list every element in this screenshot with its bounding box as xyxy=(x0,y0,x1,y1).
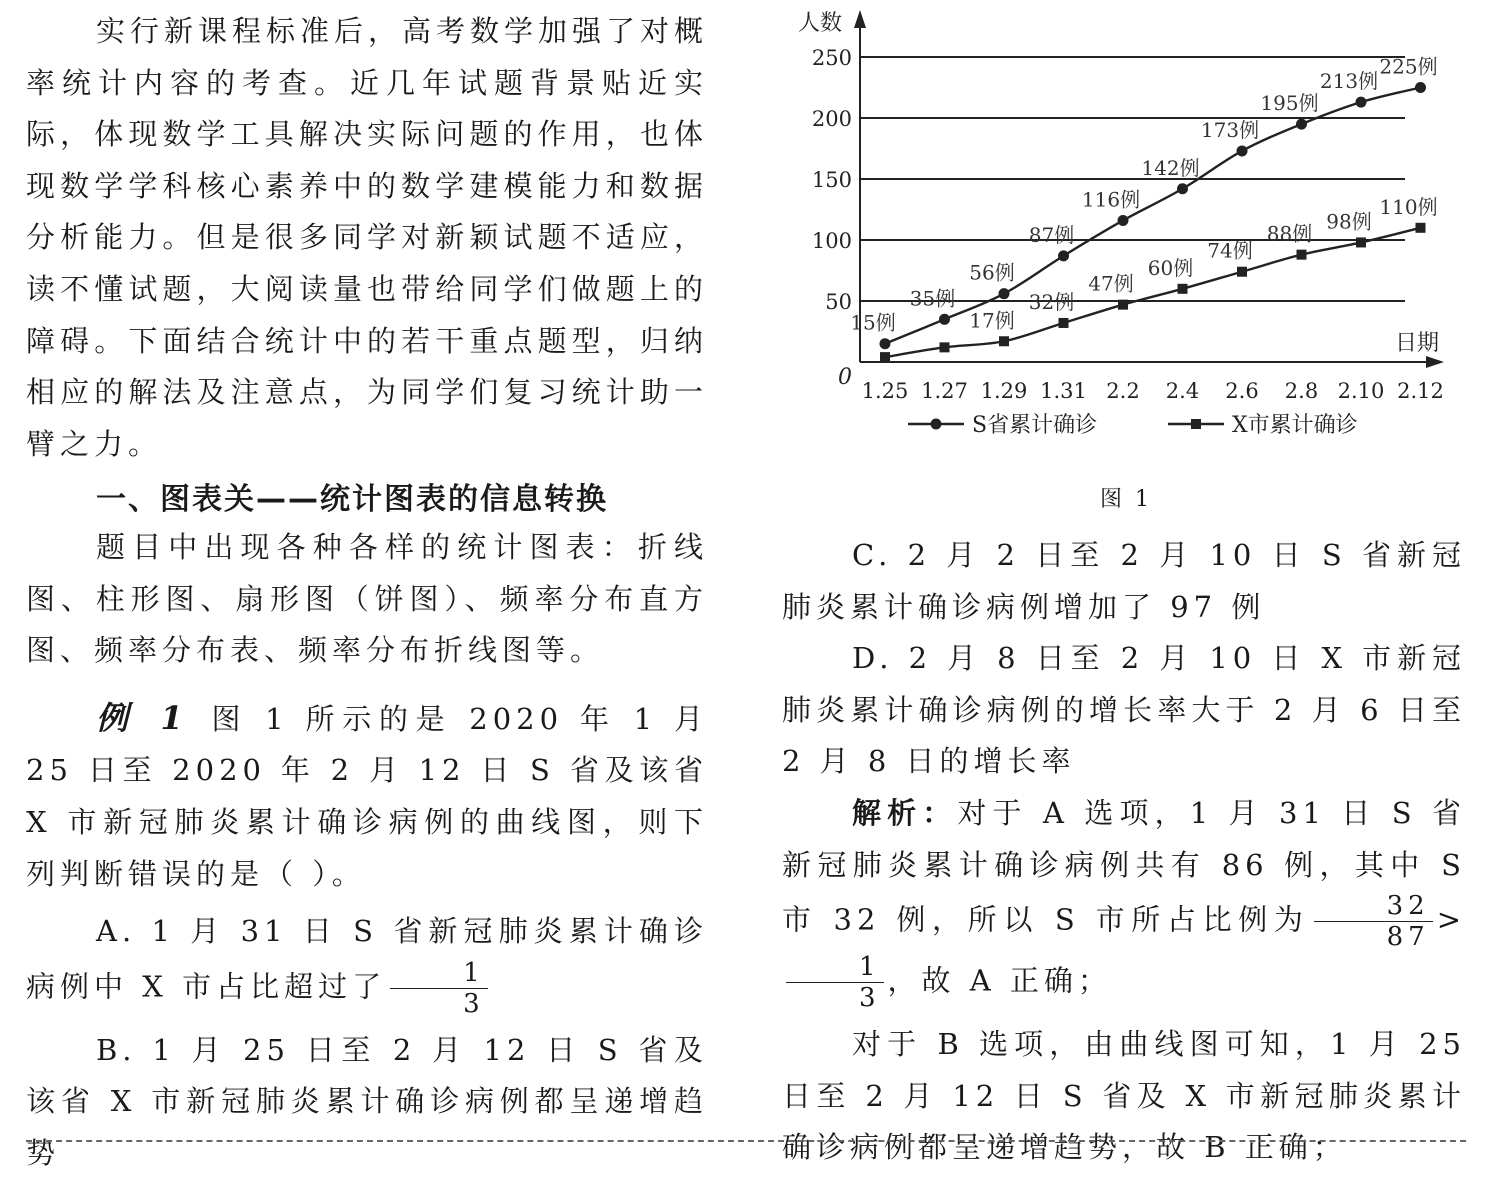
fraction-denominator: 3 xyxy=(859,983,881,1014)
data-label: 47例 xyxy=(1088,271,1134,296)
x-tick-label: 2.4 xyxy=(1165,379,1200,403)
fraction-numerator: 1 xyxy=(390,958,488,989)
example-text: 图 1 所示的是 2020 年 1 月 25 日至 2020 年 2 月 12 日 S 省及该省 X 市新冠肺炎累计确诊病例的曲线图，则下列判断错误的是（ ）。 xyxy=(26,701,708,891)
data-label: 56例 xyxy=(969,260,1015,285)
data-point-circle xyxy=(999,288,1010,299)
x-tick-label: 2.6 xyxy=(1225,379,1259,403)
option-b: B. 1 月 25 日至 2 月 12 日 S 省及该省 X 市新冠肺炎累计确诊病例都呈递增趋势 xyxy=(26,1032,708,1170)
data-label: 173例 xyxy=(1200,117,1260,142)
x-tick-label: 1.25 xyxy=(861,379,909,403)
data-point-circle xyxy=(1177,183,1188,194)
fraction-numerator: 1 xyxy=(786,952,884,983)
data-label: 32例 xyxy=(1028,289,1075,314)
origin-label: 0 xyxy=(838,365,852,390)
y-tick-label: 150 xyxy=(811,168,852,192)
option-a-fraction xyxy=(390,958,488,1019)
analysis-label: 解析： xyxy=(852,795,958,830)
left-column-lower xyxy=(26,522,708,1180)
fraction-denominator: 87 xyxy=(1386,922,1430,953)
legend-label: S省累计确诊 xyxy=(972,413,1098,438)
legend-marker-circle xyxy=(931,419,942,430)
data-label: 87例 xyxy=(1028,222,1075,247)
greater-than-sign: > xyxy=(1436,902,1466,937)
data-point-circle xyxy=(1415,82,1426,93)
data-label: 35例 xyxy=(909,286,956,311)
fraction-denominator: 3 xyxy=(463,988,485,1019)
legend-label: X市累计确诊 xyxy=(1232,413,1358,438)
data-point-square xyxy=(1178,284,1188,294)
y-tick-label: 200 xyxy=(811,107,852,131)
data-label: 74例 xyxy=(1207,238,1253,263)
data-label: 60例 xyxy=(1147,255,1194,280)
data-point-square xyxy=(1297,250,1307,260)
data-label: 98例 xyxy=(1326,209,1372,234)
y-tick-label: 100 xyxy=(811,229,852,253)
x-tick-label: 1.31 xyxy=(1040,379,1087,403)
intro-paragraph: 实行新课程标准后，高考数学加强了对概率统计内容的考查。近几年试题背景贴近实际，体现数学工具解决实际问题的作用，也体现数学学科核心素养中的数学建模能力和数据分析能力。但是很多同学对新颖试题不适应，读不懂试题，大阅读量也带给同学们做题上的障碍。下面结合统计中的若干重点题型，归纳相应的解法及注意点，为同学们复习统计助一臂之力。 xyxy=(26,14,709,461)
line-chart xyxy=(790,0,1450,445)
data-point-circle xyxy=(880,338,891,349)
data-point-circle xyxy=(939,314,950,325)
data-point-circle xyxy=(1237,145,1248,156)
example-label: 例 1 xyxy=(96,698,191,737)
series-line-x-city xyxy=(885,228,1421,357)
legend-marker-square xyxy=(1191,419,1201,429)
left-column xyxy=(26,0,708,470)
figure-caption: 图 1 xyxy=(1100,487,1152,512)
data-label: 116例 xyxy=(1081,187,1141,212)
data-label: 195例 xyxy=(1260,91,1319,116)
x-tick-label: 1.27 xyxy=(921,379,968,403)
x-tick-label: 2.2 xyxy=(1106,379,1140,403)
data-label: 142例 xyxy=(1141,155,1200,180)
x-axis-label: 日期 xyxy=(1395,331,1440,356)
data-point-square xyxy=(1059,318,1069,328)
data-label: 88例 xyxy=(1266,221,1313,246)
data-label: 110例 xyxy=(1379,194,1438,219)
chart-types-paragraph: 题目中出现各种各样的统计图表：折线图、柱形图、扇形图（饼图）、频率分布直方图、频率分布表、频率分布折线图等。 xyxy=(26,530,708,668)
example-paragraph xyxy=(26,693,708,900)
data-point-square xyxy=(880,352,890,362)
y-tick-label: 50 xyxy=(825,290,852,314)
x-tick-label: 2.8 xyxy=(1284,379,1319,403)
option-a-text: A. 1 月 31 日 S 省新冠肺炎累计确诊病例中 X 市占比超过了 xyxy=(26,914,708,1004)
data-point-circle xyxy=(1118,215,1129,226)
data-label: 213例 xyxy=(1319,69,1379,94)
data-point-square xyxy=(1118,300,1128,310)
x-tick-label: 2.10 xyxy=(1337,379,1385,403)
data-point-square xyxy=(1237,267,1247,277)
y-tick-label: 250 xyxy=(811,46,852,70)
option-d: D. 2 月 8 日至 2 月 10 日 X 市新冠肺炎累计确诊病例的增长率大于 2 月 6 日至 2 月 8 日的增长率 xyxy=(782,641,1466,779)
data-label: 15例 xyxy=(850,310,896,335)
analysis-a-conclusion: ，故 A 正确； xyxy=(887,963,1112,998)
analysis-a xyxy=(782,788,1466,1013)
data-point-square xyxy=(1416,223,1426,233)
data-point-square xyxy=(999,336,1009,346)
fraction-32-87 xyxy=(1314,891,1433,952)
data-point-circle xyxy=(1058,250,1069,261)
x-axis-arrow xyxy=(1426,356,1444,368)
data-point-circle xyxy=(1356,97,1367,108)
x-tick-label: 2.12 xyxy=(1397,379,1444,403)
section-heading: 一、图表关——统计图表的信息转换 xyxy=(96,482,608,517)
fraction-1-3 xyxy=(786,952,884,1013)
y-axis-label: 人数 xyxy=(798,11,843,36)
analysis-a-text: 对于 A 选项，1 月 31 日 S 省新冠肺炎累计确诊病例共有 86 例，其中 S 市 32 例，所以 S 市所占比例为 xyxy=(782,795,1466,937)
data-label: 225例 xyxy=(1379,54,1438,79)
fraction-numerator: 32 xyxy=(1314,891,1433,922)
option-c: C. 2 月 2 日至 2 月 10 日 S 省新冠肺炎累计确诊病例增加了 97 例 xyxy=(782,538,1466,624)
option-a xyxy=(26,906,708,1019)
y-axis-arrow xyxy=(854,10,866,28)
data-label: 17例 xyxy=(969,308,1015,333)
x-tick-label: 1.29 xyxy=(980,379,1028,403)
analysis-b: 对于 B 选项，由曲线图可知，1 月 25 日至 2 月 12 日 S 省及 X 市新冠肺炎累计确诊病例都呈递增趋势，故 B 正确； xyxy=(782,1027,1466,1165)
data-point-circle xyxy=(1296,119,1307,130)
data-point-square xyxy=(940,342,950,352)
data-point-square xyxy=(1356,237,1366,247)
right-column xyxy=(782,530,1466,1174)
bottom-dashed-rule xyxy=(26,1140,1466,1142)
